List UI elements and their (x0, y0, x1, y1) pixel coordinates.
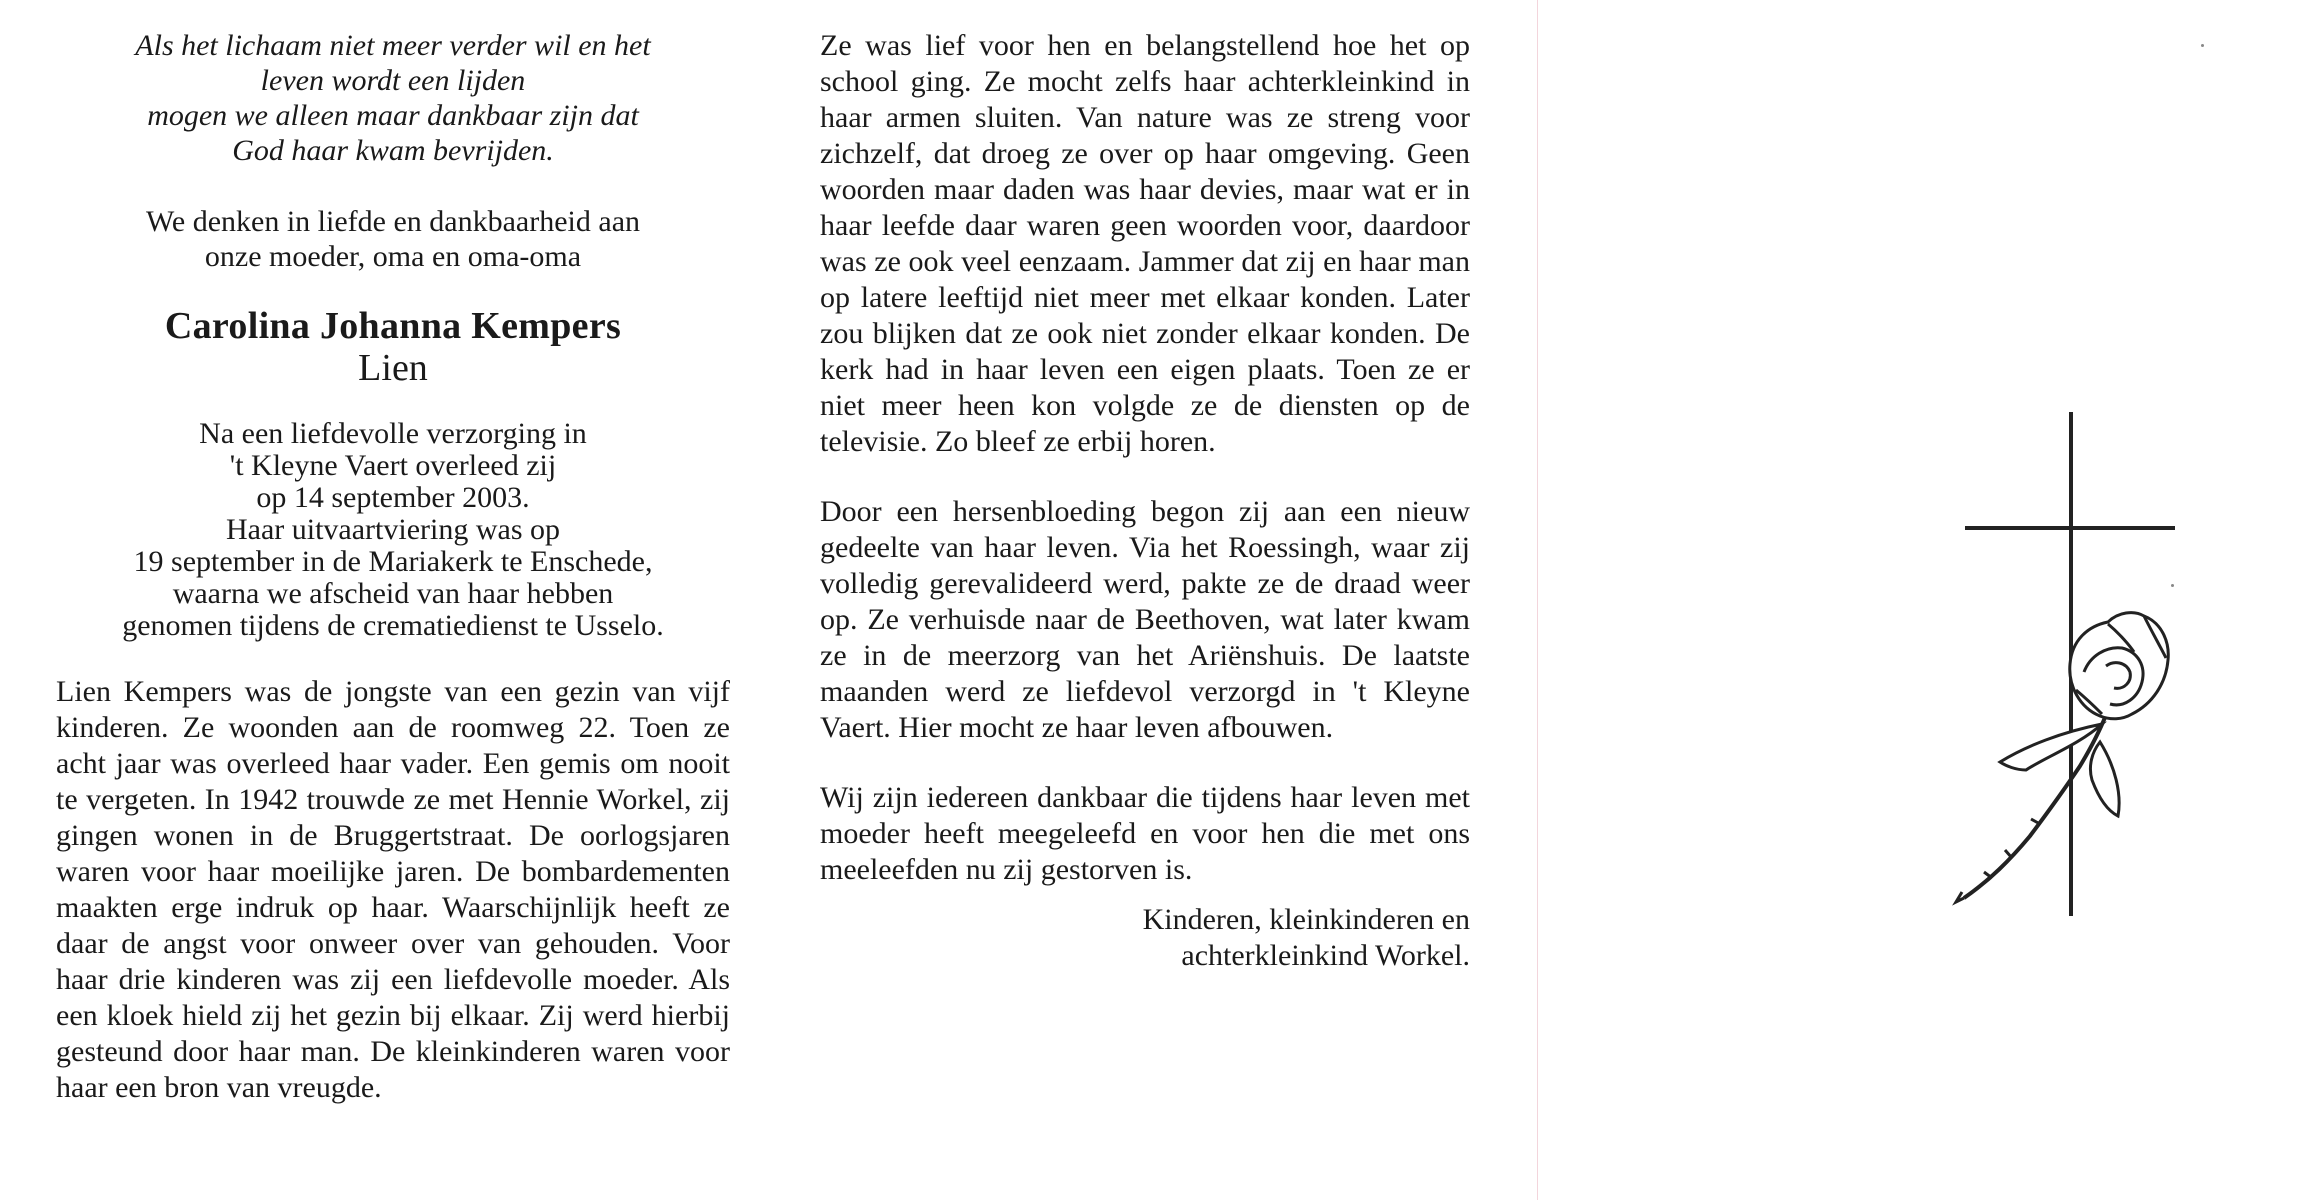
signature (820, 902, 1470, 974)
announcement-line: Na een liefdevolle verzorging in (199, 417, 587, 450)
life-paragraph: Ze was lief voor hen en belangstellend hoe het op school ging. Ze mocht zelfs haar achterkleinkind in haar armen sluiten. Van nature was ze streng voor zichzelf, dat droeg ze over op haar omgeving. Geen woorden maar daden was haar devies, maar wat er in haar leefde daar waren geen woorden voor, daardoor was ze ook veel eenzaam. Jammer dat zij en haar man op latere leeftijd niet meer met elkaar konden. Later zou blijken dat ze ook niet zonder elkaar konden. De kerk had in haar leven een eigen plaats. Toen ze er niet meer heen kon volgde ze de diensten op de televisie. Zo bleef ze erbij horen. (820, 29, 1470, 458)
thanks-paragraph: Wij zijn iedereen dankbaar die tijdens haar leven met moeder heeft meegeleefd en voor hen die met ons meeleefden nu zij gestorven is. (820, 781, 1470, 886)
dedication-line: We denken in liefde en dankbaarheid aan (145, 205, 641, 238)
rose-thorns (1984, 819, 2040, 878)
cross-with-rose-icon (1540, 0, 2299, 1200)
deceased-nickname: Lien (358, 347, 428, 389)
left-panel (0, 0, 780, 1200)
fold-line (1537, 0, 1538, 1200)
death-announcement (56, 418, 730, 642)
signature-line: achterkleinkind Workel. (1181, 939, 1470, 972)
signature-line: Kinderen, kleinkinderen en (1142, 903, 1470, 936)
dedication-line: onze moeder, oma en oma-oma (204, 240, 582, 273)
announcement-line: op 14 september 2003. (256, 481, 530, 514)
announcement-line: waarna we afscheid van haar hebben (172, 577, 614, 610)
announcement-line: 't Kleyne Vaert overleed zij (229, 449, 557, 482)
poem-line: God haar kwam bevrijden. (232, 134, 554, 167)
right-panel (1540, 0, 2299, 1200)
middle-panel (780, 0, 1540, 1200)
rose-stem (1964, 715, 2106, 898)
announcement-line: 19 september in de Mariakerk te Enschede, (133, 545, 653, 578)
deceased-name: Carolina Johanna Kempers (164, 305, 622, 347)
stem-end (1956, 892, 1964, 902)
illness-paragraph: Door een hersenbloeding begon zij aan een nieuw gedeelte van haar leven. Via het Roessingh, waar zij volledig gerevalideerd werd, pakte ze de draad weer op. Ze verhuisde naar de Beethoven, wat later kwam ze in de meerzorg van het Ariënshuis. De laatste maanden werd ze liefdevol verzorgd in 't Kleyne Vaert. Hier mocht ze haar leven afbouwen. (820, 495, 1470, 744)
dedication (56, 204, 730, 274)
rose-leaf (2000, 724, 2102, 770)
poem-line: leven wordt een lijden (260, 64, 526, 97)
poem (56, 28, 730, 168)
rose-bloom (2070, 613, 2168, 719)
poem-line: mogen we alleen maar dankbaar zijn dat (147, 99, 639, 132)
rose-leaf (2090, 742, 2119, 816)
biography-paragraph: Lien Kempers was de jongste van een gezin van vijf kinderen. Ze woonden aan de roomweg 22. Toen ze acht jaar was overleed haar vader. Een gemis om nooit te vergeten. In 1942 trouwde ze met Hennie Workel, zij gingen wonen in de Bruggertstraat. De oorlogsjaren waren voor haar moeilijke jaren. De bombardementen maakten erge indruk op haar. Waarschijnlijk heeft ze daar de angst voor onweer over van gehouden. Voor haar drie kinderen was zij een liefdevolle moeder. Als een kloek hield zij het gezin bij elkaar. Zij werd hierbij gesteund door haar man. De kleinkinderen waren voor haar een bron van vreugde. (56, 675, 730, 1104)
announcement-line: genomen tijdens de crematiedienst te Usselo. (122, 609, 664, 642)
poem-line: Als het lichaam niet meer verder wil en het (135, 29, 651, 62)
announcement-line: Haar uitvaartviering was op (225, 513, 561, 546)
